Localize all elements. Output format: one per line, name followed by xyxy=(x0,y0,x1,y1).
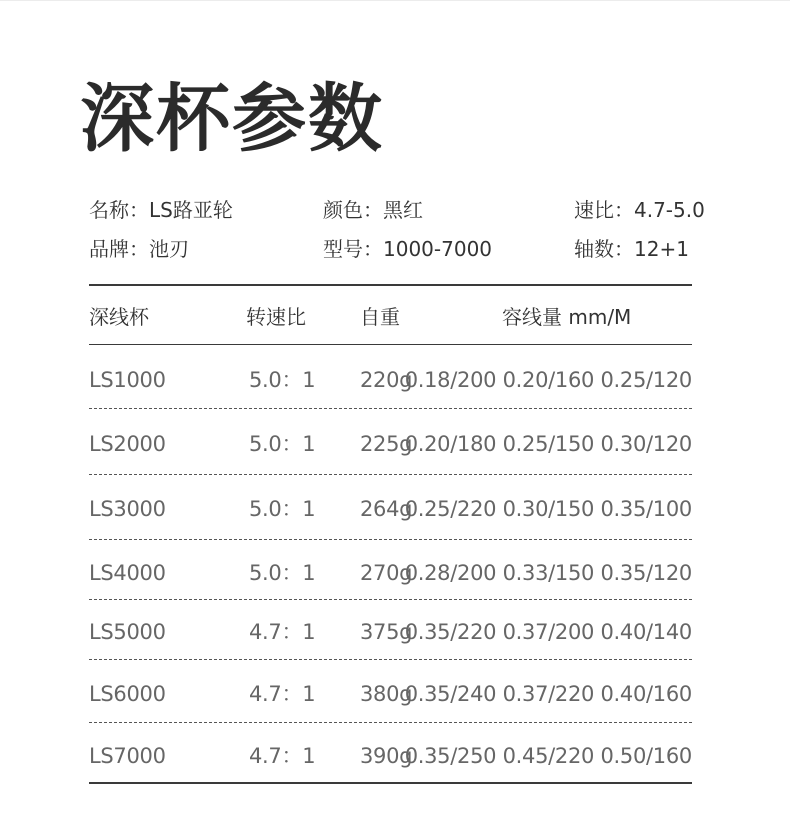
cell-line-capacity: 0.20/180 0.25/150 0.30/120 xyxy=(404,432,692,456)
cell-ratio: 4.7：1 xyxy=(249,682,316,706)
cell-ratio: 4.7：1 xyxy=(249,620,316,644)
header-line-capacity: 容线量 mm/M xyxy=(502,305,632,329)
page-title: 深杯参数 xyxy=(80,76,384,162)
spec-bearing-label: 轴数： xyxy=(574,237,634,261)
top-divider xyxy=(0,0,790,1)
cell-weight: 375g xyxy=(360,620,413,644)
cell-ratio: 5.0：1 xyxy=(249,497,316,521)
cell-model: LS3000 xyxy=(89,497,166,521)
cell-line-capacity: 0.18/200 0.20/160 0.25/120 xyxy=(404,368,692,392)
cell-line-capacity: 0.35/220 0.37/200 0.40/140 xyxy=(404,620,692,644)
header-weight: 自重 xyxy=(360,305,400,329)
spec-model xyxy=(323,237,492,261)
spec-color xyxy=(323,198,423,222)
spec-bearing-value: 12+1 xyxy=(634,237,689,261)
header-rule xyxy=(89,344,692,345)
cell-ratio: 5.0：1 xyxy=(249,368,316,392)
table-row xyxy=(0,494,790,524)
spec-brand-value: 池刃 xyxy=(149,237,189,261)
spec-name-value: LS路亚轮 xyxy=(149,198,233,222)
cell-weight: 390g xyxy=(360,744,413,768)
cell-line-capacity: 0.25/220 0.30/150 0.35/100 xyxy=(404,497,692,521)
row-divider xyxy=(89,539,692,540)
spec-name xyxy=(89,198,233,222)
cell-ratio: 5.0：1 xyxy=(249,561,316,585)
spec-model-label: 型号： xyxy=(323,237,383,261)
cell-model: LS7000 xyxy=(89,744,166,768)
table-top-rule xyxy=(89,284,692,286)
spec-speed-label: 速比： xyxy=(574,198,634,222)
cell-weight: 264g xyxy=(360,497,413,521)
cell-model: LS2000 xyxy=(89,432,166,456)
spec-brand-label: 品牌： xyxy=(89,237,149,261)
cell-model: LS5000 xyxy=(89,620,166,644)
cell-weight: 220g xyxy=(360,368,413,392)
row-divider xyxy=(89,659,692,660)
table-bottom-rule xyxy=(89,782,692,784)
row-divider xyxy=(89,722,692,723)
spec-color-value: 黑红 xyxy=(383,198,423,222)
spec-speed xyxy=(574,198,705,222)
row-divider xyxy=(89,408,692,409)
cell-model: LS6000 xyxy=(89,682,166,706)
spec-speed-value: 4.7-5.0 xyxy=(634,198,705,222)
spec-brand xyxy=(89,237,189,261)
cell-line-capacity: 0.35/240 0.37/220 0.40/160 xyxy=(404,682,692,706)
cell-weight: 270g xyxy=(360,561,413,585)
header-ratio: 转速比 xyxy=(246,305,306,329)
row-divider xyxy=(89,474,692,475)
cell-ratio: 5.0：1 xyxy=(249,432,316,456)
spec-name-label: 名称： xyxy=(89,198,149,222)
table-row xyxy=(0,741,790,771)
cell-weight: 380g xyxy=(360,682,413,706)
spec-model-value: 1000-7000 xyxy=(383,237,493,261)
header-model: 深线杯 xyxy=(89,305,149,329)
table-row xyxy=(0,365,790,395)
cell-model: LS4000 xyxy=(89,561,166,585)
spec-bearing xyxy=(574,237,689,261)
table-row xyxy=(0,429,790,459)
cell-model: LS1000 xyxy=(89,368,166,392)
cell-line-capacity: 0.35/250 0.45/220 0.50/160 xyxy=(404,744,692,768)
row-divider xyxy=(89,599,692,600)
table-row xyxy=(0,558,790,588)
spec-color-label: 颜色： xyxy=(323,198,383,222)
cell-line-capacity: 0.28/200 0.33/150 0.35/120 xyxy=(404,561,692,585)
table-row xyxy=(0,679,790,709)
cell-ratio: 4.7：1 xyxy=(249,744,316,768)
cell-weight: 225g xyxy=(360,432,413,456)
table-row xyxy=(0,617,790,647)
